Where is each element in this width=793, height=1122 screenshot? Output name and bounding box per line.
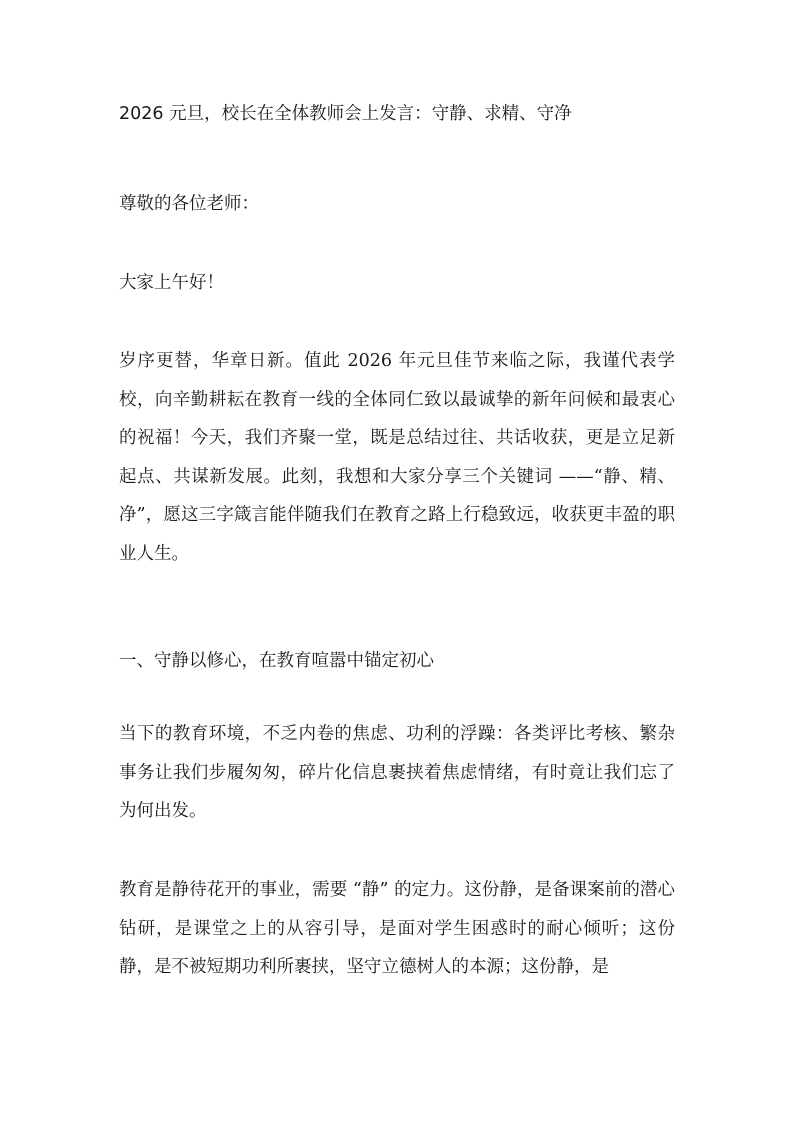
paragraph-environment: 当下的教育环境，不乏内卷的焦虑、功利的浮躁：各类评比考核、繁杂事务让我们步履匆匆，碎片化信息裹挟着焦虑情绪，有时竟让我们忘了为何出发。 [119,724,675,821]
document-title: 2026 元旦，校长在全体教师会上发言：守静、求精、守净 [119,104,572,124]
section-heading-1: 一、守静以修心，在教育喧嚣中锚定初心 [119,651,434,671]
paragraph-intro: 岁序更替，华章日新。值此 2026 年元旦佳节来临之际，我谨代表学校，向辛勤耕耘在教育一线的全体同仁致以最诚挚的新年问候和最衷心的祝福！今天，我们齐聚一堂，既是总结过往、共话收获，更是立足新起点、共谋新发展。此刻，我想和大家分享三个关键词 ——“静、精、净”，愿这三字箴言能伴随我们在教育之路上行稳致远，收获更丰盈的职业人生。 [119,351,675,564]
salutation: 尊敬的各位老师： [119,194,259,214]
paragraph-quietness: 教育是静待花开的事业，需要 “静” 的定力。这份静，是备课案前的潜心钻研，是课堂之上的从容引导，是面对学生困惑时的耐心倾听；这份静，是不被短期功利所裹挟，坚守立德树人的本源；这份静，是 [119,880,675,977]
greeting: 大家上午好！ [119,273,224,293]
